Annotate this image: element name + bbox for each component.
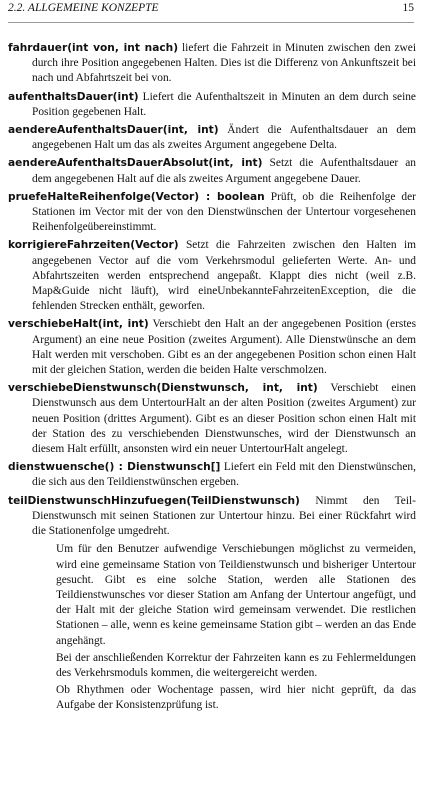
method-description: Verschiebt einen Dienstwunsch aus dem UntertourHalt an der alten Position (zweites Argument) zur neuen Position (drittes Argument). Gibt es an dieser Position schon einen Halt mit der Station des zu verschiebenden Dienstwunsches, wird der Dienstwunsch an diesem Halt erfüllt, ansonsten wird ein neuer UntertourHalt angelegt.: [32, 382, 416, 456]
method-entry: [8, 460, 416, 490]
method-signature: teilDienstwunschHinzufuegen(TeilDienstwunsch): [8, 494, 300, 507]
section-heading: 2.2. ALLGEMEINE KONZEPTE: [8, 2, 159, 14]
method-signature: aendereAufenthaltsDauer(int, int): [8, 124, 219, 137]
method-signature: dienstwuensche() : Dienstwunsch[]: [8, 461, 221, 474]
method-description: liefert die Fahrzeit in Minuten zwischen den zwei durch ihre Position angegebenen Halten. Dies ist die Differenz von Ankunftszeit bei nach und Abfahrtszeit bei von.: [32, 42, 416, 85]
method-signature: pruefeHalteReihenfolge(Vector) : boolean: [8, 190, 265, 203]
method-description: Liefert die Aufenthaltszeit in Minuten an dem durch seine Position gegebenen Halt.: [32, 90, 416, 118]
method-entry: [8, 123, 416, 153]
method-description: Prüft, ob die Reihenfolge der Stationen im Vector mit der von den Dienstwünschen der Untertour vorgesehenen Reihenfolgeübereinstimmt.: [32, 190, 416, 234]
method-entry: [8, 90, 416, 120]
method-entry: [8, 494, 416, 540]
method-description: Nimmt den Teil-Dienstwunsch mit seinen Stationen zur Untertour hinzu. Bei einer Rückfahrt wird die Stationenfolge umgedreht.: [32, 494, 416, 538]
method-description: Setzt die Fahrzeiten zwischen den Halten im angegebenen Vector auf die vom Verkehrsmodul gelieferten Werte. An- und Abfahrtszeiten werden entsprechend angepaßt. Klappt dies nicht (weil z.B. Map&Guide nicht läuft), wird eineUnbekannteFahrzeitenException, die die fehlenden Strecken enthält, geworfen.: [32, 239, 416, 313]
running-header: [8, 0, 414, 23]
body-paragraph: Bei der anschließenden Korrektur der Fahrzeiten kann es zu Fehlermeldungen des Verkehrsmoduls kommen, die weitergereicht werden.: [56, 651, 416, 679]
method-signature: verschiebeDienstwunsch(Dienstwunsch, int, int): [8, 382, 318, 395]
method-entry: [8, 317, 416, 378]
method-signature: aendereAufenthaltsDauerAbsolut(int, int): [8, 157, 263, 170]
body-paragraph: Ob Rhythmen oder Wochentage passen, wird hier nicht geprüft, da das Aufgabe der Konsistenzprüfung ist.: [56, 684, 416, 712]
method-description: Ändert die Aufenthaltsdauer an dem angegebenen Halt um das als zweites Argument angegebene Delta.: [32, 124, 416, 152]
method-signature: verschiebeHalt(int, int): [8, 318, 149, 331]
method-signature: korrigiereFahrzeiten(Vector): [8, 239, 179, 252]
method-description: Liefert ein Feld mit den Dienstwünschen, die sich aus den Teildienstwünschen ergeben.: [32, 461, 416, 489]
method-signature: aufenthaltsDauer(int): [8, 90, 139, 103]
method-entry: [8, 381, 416, 457]
method-entry: [8, 156, 416, 186]
method-description: Setzt die Aufenthaltsdauer an dem angegebenen Halt auf die als zweites Argument angegebene Dauer.: [32, 157, 416, 185]
method-entry: [8, 41, 416, 87]
method-description: Verschiebt den Halt an der angegebenen Position (erstes Argument) an eine neue Position (zweites Argument). Alle Dienstwünsche an dem Halt werden mit verschoben. Gibt es an der angegebenen Position schon einen Halt mit der gleichen Station, werden die beiden Halte verschmolzen.: [32, 318, 416, 377]
method-signature: fahrdauer(int von, int nach): [8, 42, 179, 54]
body-paragraph: Um für den Benutzer aufwendige Verschiebungen möglichst zu vermeiden, wird eine gemeinsame Station von Teildienstwunsch und bisheriger Untertour gesucht. Gibt es eine solche Station, werden alle Stationen des Teildienstwunsches vor dieser Station am Anfang der Untertour angefügt, und der Halt mit der gleiche Station wird gemeinsam verwendet. Die restlichen Stationen – alle, wenn es keine gemeinsame Station gibt – werden an das Ende angehängt.: [56, 543, 416, 647]
method-list: [8, 41, 416, 714]
method-entry: [8, 238, 416, 314]
method-entry: [8, 190, 416, 236]
page-number: 15: [402, 2, 414, 14]
